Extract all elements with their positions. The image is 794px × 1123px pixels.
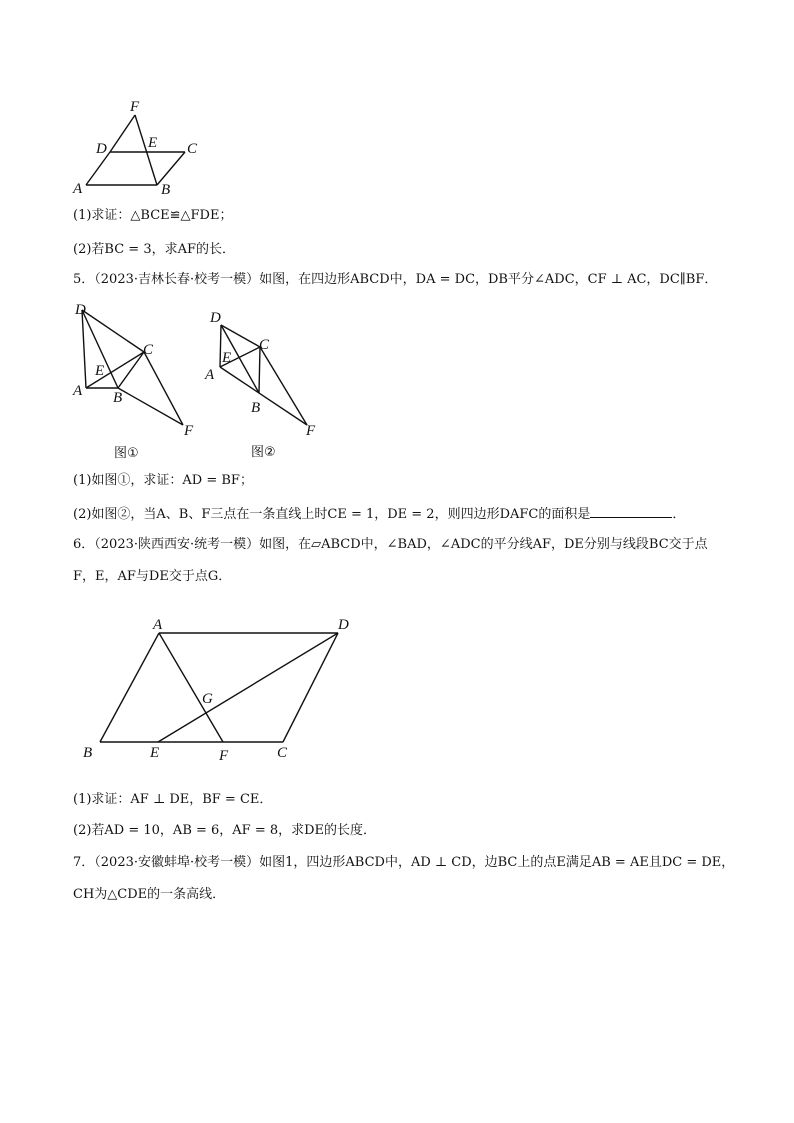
figure-caption-2: 图② <box>251 445 276 460</box>
label-c: C <box>143 342 154 358</box>
label-f: F <box>306 423 316 439</box>
label-a: A <box>73 181 83 197</box>
label-a: A <box>73 383 83 399</box>
label-d: D <box>210 310 221 326</box>
label-f: F <box>184 423 194 439</box>
label-e: E <box>150 745 160 761</box>
segment-bc <box>259 347 260 393</box>
segment-df <box>110 115 135 152</box>
label-f: F <box>219 748 229 764</box>
label-d: D <box>338 617 349 633</box>
label-c: C <box>187 141 198 157</box>
label-g: G <box>202 691 213 707</box>
q6-stem-line1: 6．（2023·陕西西安·统考一模）如图，在▱ABCD中，∠BAD，∠ADC的平分线AF，DE分别与线段BC交于点 <box>73 537 708 552</box>
q4-part1: (1)求证：△BCE≌△FDE； <box>73 208 233 223</box>
q6-part2: (2)若AD = 10，AB = 6，AF = 8，求DE的长度． <box>73 823 377 838</box>
q5-part2-line <box>73 505 685 524</box>
label-c: C <box>277 745 288 761</box>
label-a: A <box>205 367 215 383</box>
label-e: E <box>222 350 232 366</box>
q5-part2-end: ． <box>672 507 686 522</box>
label-f: F <box>130 99 140 115</box>
figure-caption-1: 图① <box>114 446 139 461</box>
label-e: E <box>148 135 158 151</box>
segment-af <box>159 633 223 742</box>
q5-stem: 5．（2023·吉林长春·校考一模）如图，在四边形ABCD中，DA = DC，DB平分∠ADC，CF ⊥ AC，DC∥BF． <box>73 272 718 287</box>
figure-q5-2 <box>200 305 330 460</box>
label-a: A <box>153 617 163 633</box>
segment-af <box>220 367 307 425</box>
label-b: B <box>161 182 171 198</box>
q4-part2: (2)若BC = 3，求AF的长． <box>73 242 235 257</box>
q6-stem-line2: F，E，AF与DE交于点G． <box>73 569 232 584</box>
q5-part2: (2)如图②，当A、B、F三点在一条直线上时CE = 1，DE = 2，则四边形DAFC的面积是 <box>73 507 591 522</box>
segment-cf <box>260 347 307 425</box>
label-b: B <box>113 390 123 406</box>
answer-blank <box>590 505 672 518</box>
figure-q4 <box>70 95 210 200</box>
label-c: C <box>259 337 270 353</box>
label-d: D <box>75 302 86 318</box>
label-b: B <box>251 400 261 416</box>
segment-ab <box>100 633 159 742</box>
label-b: B <box>83 745 93 761</box>
segment-bc <box>118 352 144 388</box>
label-e: E <box>95 363 105 379</box>
q5-part1: (1)如图①，求证：AD = BF； <box>73 473 253 488</box>
figure-q6 <box>75 610 375 770</box>
q7-stem-line1: 7．（2023·安徽蚌埠·校考一模）如图1，四边形ABCD中，AD ⊥ CD，边BC上的点E满足AB = AE且DC = DE， <box>73 855 735 870</box>
figure-q5-1 <box>70 300 200 460</box>
segment-da <box>220 325 221 367</box>
q7-stem-line2: CH为△CDE的一条高线． <box>73 887 226 902</box>
segment-da <box>82 310 86 388</box>
segment-cb <box>157 152 185 185</box>
q6-part1: (1)求证：AF ⊥ DE，BF = CE． <box>73 792 273 807</box>
label-d: D <box>96 141 107 157</box>
